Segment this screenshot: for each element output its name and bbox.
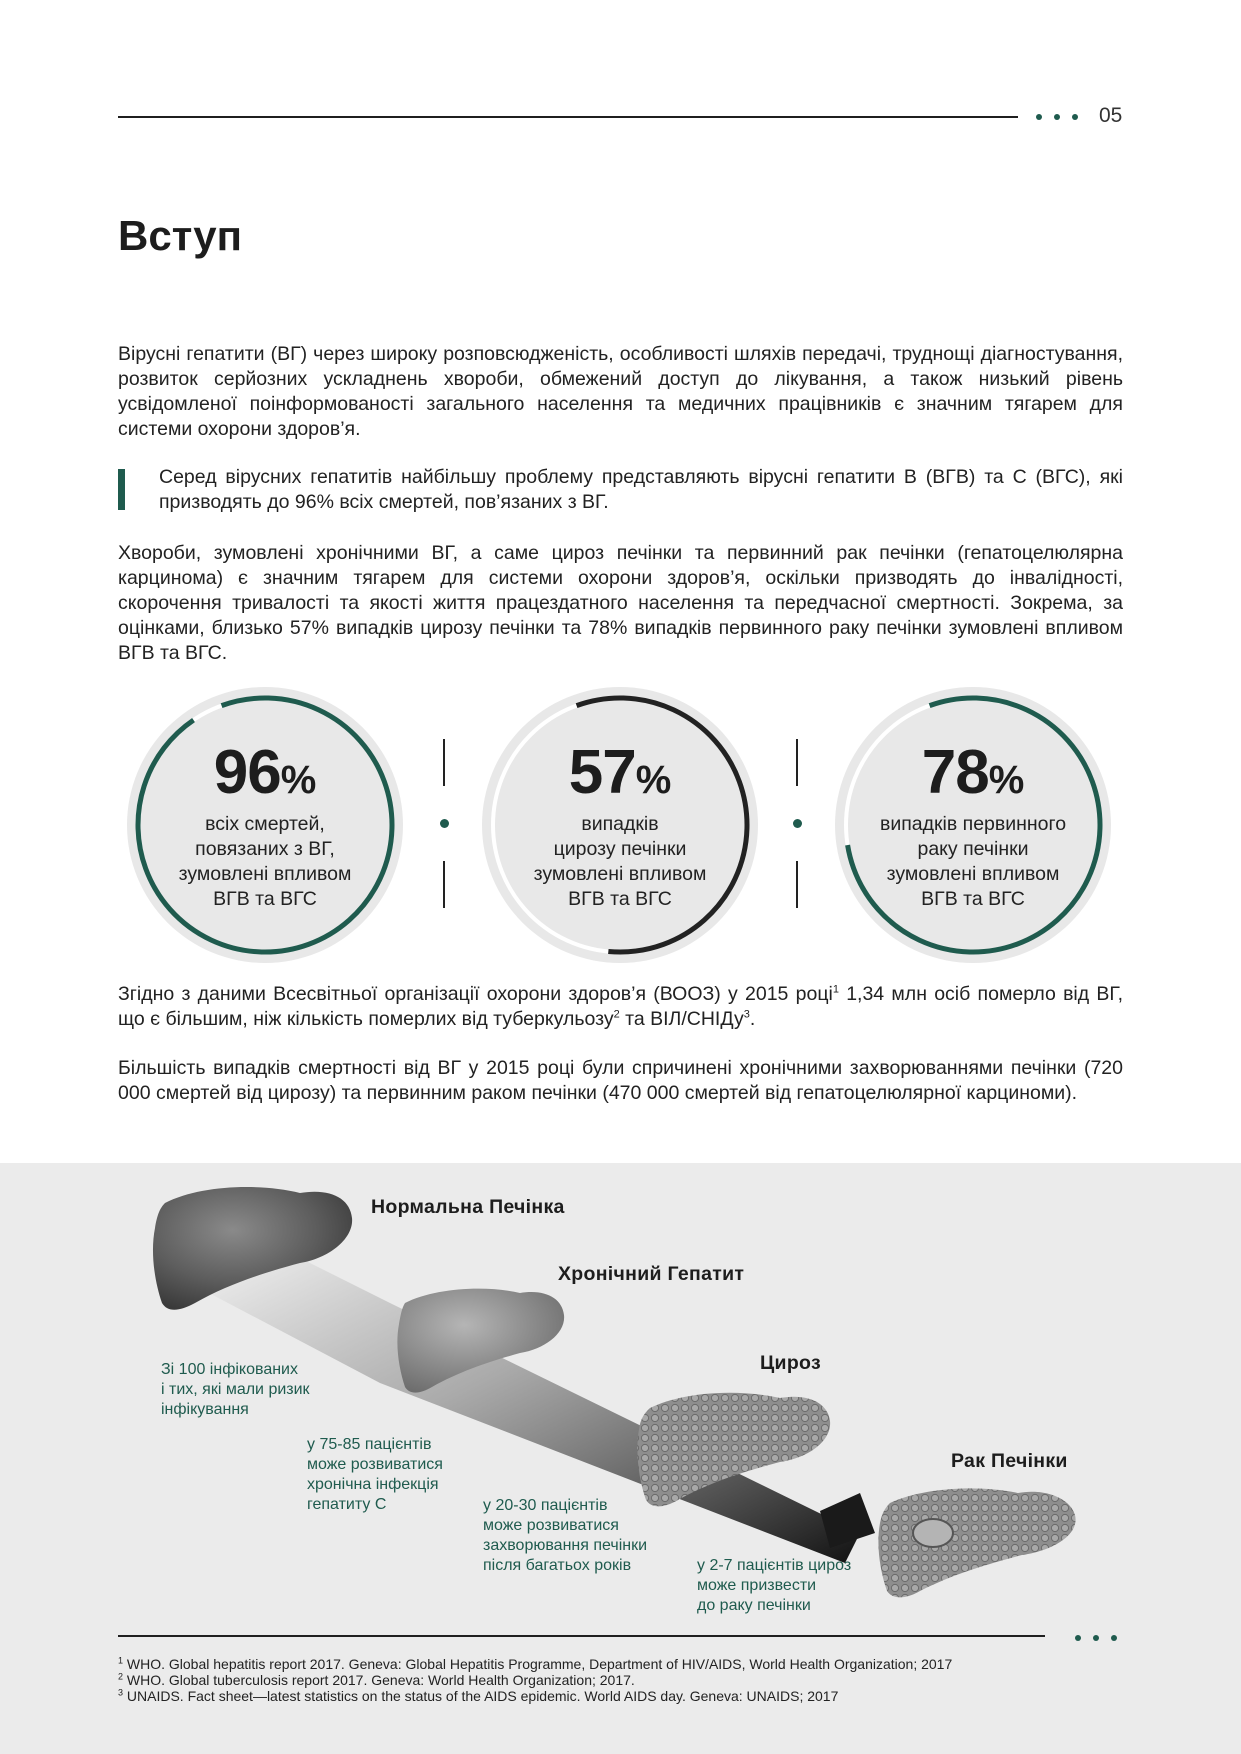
footer-dots-icon — [1073, 1631, 1123, 1645]
progression-note: у 2-7 пацієнтів цироз може призвести до раку печінки — [697, 1557, 852, 1614]
stat-value: 57% — [568, 738, 672, 807]
footer-rule — [118, 1635, 1045, 1637]
stat-caption: випадків цирозу печінки зумовлені впливом ВГВ та ВГС — [533, 813, 707, 910]
progression-note: у 75-85 пацієнтів може розвиватися хронічна інфекція гепатиту С — [307, 1436, 443, 1513]
highlight-quote: Серед вірусних гепатитів найбільшу проблему представляють вірусні гепатити В (ВГВ) та С (ВГС), які призводять до 96% всіх смертей, пов’язаних з ВГ. — [159, 466, 1123, 513]
stage-label-cancer: Рак Печінки — [951, 1450, 1068, 1472]
stat-caption: випадків первинного раку печінки зумовлені впливом ВГВ та ВГС — [879, 813, 1067, 910]
burden-paragraph: Хвороби, зумовлені хронічними ВГ, а саме цироз печінки та первинний рак печінки (гепатоцелюлярна карцинома) є значним тягарем для системи охорони здоров’я, оскільки призводять до інвалідності, скорочення тривалості та якості життя працездатного населення та передчасної смертності. Зокрема, за оцінками, близько 57% випадків цирозу печінки та 78% випадків первинного раку печінки зумовлені впливом ВГВ та ВГС. — [118, 542, 1123, 664]
tumor-icon — [913, 1519, 953, 1547]
cancer-liver-icon — [878, 1488, 1075, 1597]
stat-circle-deaths — [125, 685, 405, 965]
header-rule — [118, 116, 1018, 118]
footnote: $^1$ WHO. Global hepatitis report 2017. Geneva: Global Hepatitis Programme, Department of HIV/AIDS, World Health Organization; 2017 — [118, 1655, 953, 1672]
stage-label-normal: Нормальна Печінка — [371, 1196, 565, 1218]
separator-line — [796, 739, 798, 786]
intro-paragraph: Вірусні гепатити (ВГ) через широку розповсюдженість, особливості шляхів передачі, труднощі діагностування, розвиток серйозних ускладнень хвороби, обмежений доступ до лікування, а також низький рівень усвідомленої поінформованості загального населення та медичних працівників є значним тягарем для системи охорони здоров’я. — [118, 343, 1123, 440]
progression-note: у 20-30 пацієнтів може розвиватися захворювання печінки після багатьох років — [483, 1497, 648, 1574]
separator-dot — [440, 819, 449, 828]
separator-line — [443, 861, 445, 908]
mortality-paragraph: Більшість випадків смертності від ВГ у 2015 році були спричинені хронічними захворюваннями печінки (720 000 смертей від цирозу) та первинним раком печінки (470 000 смертей від гепатоцелюлярної карциноми). — [118, 1057, 1123, 1104]
stage-label-hepatitis: Хронічний Гепатит — [558, 1263, 745, 1285]
quote-bar — [118, 469, 125, 510]
footnote: $^2$ WHO. Global tuberculosis report 2017. Geneva: World Health Organization; 2017. — [118, 1671, 635, 1688]
header-dots-icon — [1034, 110, 1084, 124]
separator-line — [796, 861, 798, 908]
footnote: $^3$ UNAIDS. Fact sheet—latest statistics on the status of the AIDS epidemic. World AIDS day. Geneva: UNAIDS; 2017 — [118, 1687, 839, 1704]
separator-dot — [793, 819, 802, 828]
page-number: 05 — [1099, 104, 1123, 127]
who-paragraph: Згідно з даними Всесвітньої організації охорони здоров’я (ВООЗ) у 2015 році$^1$ 1,34 млн осіб померло від ВГ, що є більшим, ніж кількість померлих від туберкульозу$^2$ та ВІЛ/СНІДу$^3$. — [118, 983, 1123, 1030]
stat-caption: всіх смертей, повязаних з ВГ, зумовлені впливом ВГВ та ВГС — [178, 813, 352, 910]
separator-line — [443, 739, 445, 786]
progression-arrow-icon — [820, 1493, 875, 1548]
stat-value: 78% — [921, 738, 1025, 807]
stat-circle-cirrhosis — [480, 685, 760, 965]
stat-value: 96% — [213, 738, 317, 807]
stat-circle-cancer — [833, 685, 1113, 965]
stage-label-cirrhosis: Цироз — [760, 1352, 821, 1374]
progression-note: Зі 100 інфікованих і тих, які мали ризик інфікування — [161, 1361, 310, 1418]
page-title: Вступ — [118, 212, 243, 259]
